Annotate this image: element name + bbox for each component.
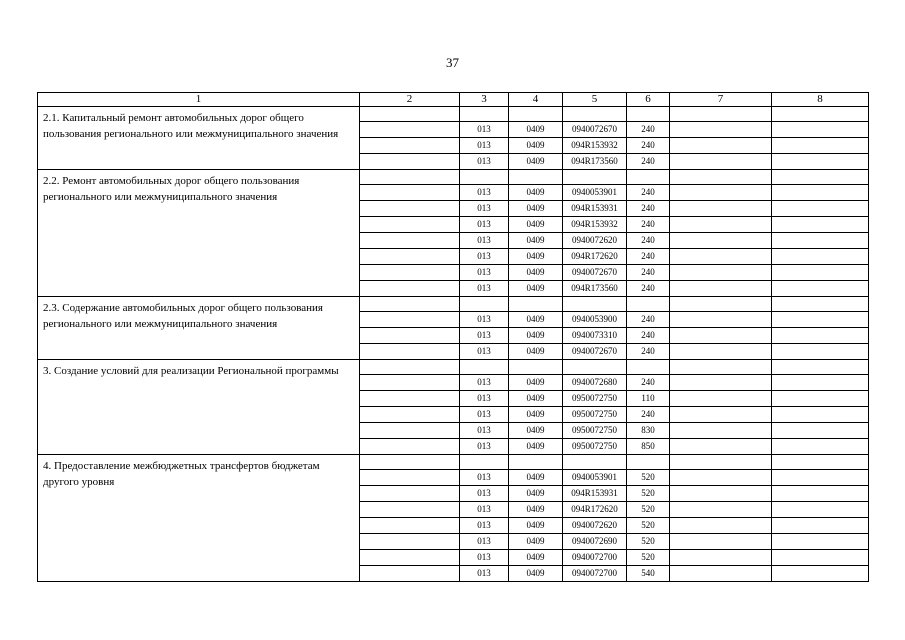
col2-cell xyxy=(360,550,460,566)
col2-cell xyxy=(360,423,460,439)
col8-cell xyxy=(772,518,869,534)
target-article-cell: 094R172620 xyxy=(563,502,627,518)
col7-cell xyxy=(670,566,772,582)
col7-cell xyxy=(670,138,772,154)
empty-cell xyxy=(509,297,563,312)
col7-cell xyxy=(670,185,772,201)
empty-cell xyxy=(772,455,869,470)
section-code-cell: 0409 xyxy=(509,391,563,407)
ministry-code-cell: 013 xyxy=(460,391,509,407)
empty-cell xyxy=(772,297,869,312)
header-row xyxy=(38,93,869,107)
empty-cell xyxy=(563,297,627,312)
target-article-cell: 0940053901 xyxy=(563,470,627,486)
header-cell: 2 xyxy=(360,93,460,107)
col2-cell xyxy=(360,185,460,201)
section-code-cell: 0409 xyxy=(509,281,563,297)
group-title: 2.3. Содержание автомобильных дорог общего пользования регионального или межмуниципального значения xyxy=(38,297,360,360)
ministry-code-cell: 013 xyxy=(460,281,509,297)
empty-cell xyxy=(460,297,509,312)
empty-cell xyxy=(772,360,869,375)
ministry-code-cell: 013 xyxy=(460,328,509,344)
expense-type-cell: 830 xyxy=(627,423,670,439)
expense-type-cell: 240 xyxy=(627,154,670,170)
expense-type-cell: 240 xyxy=(627,138,670,154)
empty-cell xyxy=(563,107,627,122)
col2-cell xyxy=(360,391,460,407)
empty-cell xyxy=(627,170,670,185)
empty-cell xyxy=(563,455,627,470)
col7-cell xyxy=(670,391,772,407)
col2-cell xyxy=(360,375,460,391)
ministry-code-cell: 013 xyxy=(460,344,509,360)
target-article-cell: 0950072750 xyxy=(563,423,627,439)
empty-cell xyxy=(627,360,670,375)
header-cell: 5 xyxy=(563,93,627,107)
group-title: 3. Создание условий для реализации Региональной программы xyxy=(38,360,360,455)
empty-cell xyxy=(460,170,509,185)
section-code-cell: 0409 xyxy=(509,328,563,344)
target-article-cell: 0940072620 xyxy=(563,518,627,534)
col7-cell xyxy=(670,486,772,502)
section-code-cell: 0409 xyxy=(509,265,563,281)
col7-cell xyxy=(670,217,772,233)
expense-type-cell: 240 xyxy=(627,201,670,217)
target-article-cell: 0950072750 xyxy=(563,391,627,407)
target-article-cell: 0950072750 xyxy=(563,407,627,423)
section-code-cell: 0409 xyxy=(509,122,563,138)
page-number: 37 xyxy=(446,55,459,70)
col7-cell xyxy=(670,265,772,281)
ministry-code-cell: 013 xyxy=(460,201,509,217)
section-code-cell: 0409 xyxy=(509,407,563,423)
group-header-row xyxy=(38,455,869,470)
expense-type-cell: 240 xyxy=(627,375,670,391)
col8-cell xyxy=(772,407,869,423)
col7-cell xyxy=(670,233,772,249)
target-article-cell: 094R172620 xyxy=(563,249,627,265)
ministry-code-cell: 013 xyxy=(460,550,509,566)
section-code-cell: 0409 xyxy=(509,518,563,534)
col7-cell xyxy=(670,423,772,439)
col7-cell xyxy=(670,122,772,138)
col8-cell xyxy=(772,550,869,566)
group-header-row xyxy=(38,297,869,312)
ministry-code-cell: 013 xyxy=(460,138,509,154)
expense-type-cell: 240 xyxy=(627,233,670,249)
col2-cell xyxy=(360,233,460,249)
expense-type-cell: 240 xyxy=(627,407,670,423)
section-code-cell: 0409 xyxy=(509,502,563,518)
ministry-code-cell: 013 xyxy=(460,122,509,138)
col2-cell xyxy=(360,486,460,502)
expense-type-cell: 240 xyxy=(627,249,670,265)
expense-type-cell: 520 xyxy=(627,486,670,502)
section-code-cell: 0409 xyxy=(509,534,563,550)
header-cell: 6 xyxy=(627,93,670,107)
col2-cell xyxy=(360,566,460,582)
table-body xyxy=(38,107,869,582)
section-code-cell: 0409 xyxy=(509,185,563,201)
section-code-cell: 0409 xyxy=(509,233,563,249)
expense-type-cell: 240 xyxy=(627,265,670,281)
col2-cell xyxy=(360,534,460,550)
col8-cell xyxy=(772,375,869,391)
target-article-cell: 0940072700 xyxy=(563,550,627,566)
section-code-cell: 0409 xyxy=(509,344,563,360)
empty-cell xyxy=(360,170,460,185)
group-header-row xyxy=(38,107,869,122)
section-code-cell: 0409 xyxy=(509,312,563,328)
section-code-cell: 0409 xyxy=(509,470,563,486)
col7-cell xyxy=(670,502,772,518)
expense-type-cell: 240 xyxy=(627,217,670,233)
col7-cell xyxy=(670,534,772,550)
target-article-cell: 0940072670 xyxy=(563,122,627,138)
col8-cell xyxy=(772,154,869,170)
col7-cell xyxy=(670,328,772,344)
expense-type-cell: 520 xyxy=(627,470,670,486)
expense-type-cell: 240 xyxy=(627,312,670,328)
header-cell: 1 xyxy=(38,93,360,107)
expense-type-cell: 240 xyxy=(627,122,670,138)
col8-cell xyxy=(772,122,869,138)
group-title: 4. Предоставление межбюджетных трансфертов бюджетам другого уровня xyxy=(38,455,360,582)
expense-type-cell: 240 xyxy=(627,281,670,297)
col8-cell xyxy=(772,249,869,265)
target-article-cell: 094R153931 xyxy=(563,201,627,217)
col2-cell xyxy=(360,217,460,233)
target-article-cell: 0940072700 xyxy=(563,566,627,582)
ministry-code-cell: 013 xyxy=(460,233,509,249)
col8-cell xyxy=(772,344,869,360)
col2-cell xyxy=(360,328,460,344)
section-code-cell: 0409 xyxy=(509,439,563,455)
expense-type-cell: 240 xyxy=(627,344,670,360)
target-article-cell: 094R153932 xyxy=(563,217,627,233)
ministry-code-cell: 013 xyxy=(460,423,509,439)
target-article-cell: 094R153931 xyxy=(563,486,627,502)
expense-type-cell: 110 xyxy=(627,391,670,407)
col7-cell xyxy=(670,312,772,328)
section-code-cell: 0409 xyxy=(509,154,563,170)
ministry-code-cell: 013 xyxy=(460,265,509,281)
section-code-cell: 0409 xyxy=(509,550,563,566)
col7-cell xyxy=(670,344,772,360)
col2-cell xyxy=(360,470,460,486)
ministry-code-cell: 013 xyxy=(460,518,509,534)
col8-cell xyxy=(772,217,869,233)
empty-cell xyxy=(627,455,670,470)
empty-cell xyxy=(670,170,772,185)
col8-cell xyxy=(772,138,869,154)
empty-cell xyxy=(627,297,670,312)
ministry-code-cell: 013 xyxy=(460,566,509,582)
target-article-cell: 0940053901 xyxy=(563,185,627,201)
empty-cell xyxy=(563,360,627,375)
col7-cell xyxy=(670,439,772,455)
expense-type-cell: 850 xyxy=(627,439,670,455)
col8-cell xyxy=(772,281,869,297)
expense-type-cell: 520 xyxy=(627,534,670,550)
target-article-cell: 0940072670 xyxy=(563,265,627,281)
empty-cell xyxy=(627,107,670,122)
col8-cell xyxy=(772,328,869,344)
col8-cell xyxy=(772,391,869,407)
target-article-cell: 094R173560 xyxy=(563,281,627,297)
col8-cell xyxy=(772,312,869,328)
empty-cell xyxy=(670,107,772,122)
col7-cell xyxy=(670,201,772,217)
ministry-code-cell: 013 xyxy=(460,502,509,518)
empty-cell xyxy=(509,455,563,470)
expense-type-cell: 520 xyxy=(627,502,670,518)
col8-cell xyxy=(772,470,869,486)
col7-cell xyxy=(670,470,772,486)
col8-cell xyxy=(772,534,869,550)
col7-cell xyxy=(670,518,772,534)
col7-cell xyxy=(670,550,772,566)
target-article-cell: 0940053900 xyxy=(563,312,627,328)
col7-cell xyxy=(670,154,772,170)
col8-cell xyxy=(772,423,869,439)
empty-cell xyxy=(360,360,460,375)
empty-cell xyxy=(509,107,563,122)
target-article-cell: 0940072620 xyxy=(563,233,627,249)
empty-cell xyxy=(509,170,563,185)
empty-cell xyxy=(509,360,563,375)
group-header-row xyxy=(38,170,869,185)
empty-cell xyxy=(670,360,772,375)
expense-type-cell: 240 xyxy=(627,185,670,201)
col7-cell xyxy=(670,249,772,265)
empty-cell xyxy=(460,455,509,470)
ministry-code-cell: 013 xyxy=(460,439,509,455)
expense-type-cell: 540 xyxy=(627,566,670,582)
target-article-cell: 0940072670 xyxy=(563,344,627,360)
ministry-code-cell: 013 xyxy=(460,154,509,170)
ministry-code-cell: 013 xyxy=(460,486,509,502)
empty-cell xyxy=(360,455,460,470)
header-cell: 7 xyxy=(670,93,772,107)
empty-cell xyxy=(460,107,509,122)
budget-table xyxy=(37,92,869,582)
section-code-cell: 0409 xyxy=(509,423,563,439)
target-article-cell: 0940073310 xyxy=(563,328,627,344)
ministry-code-cell: 013 xyxy=(460,249,509,265)
empty-cell xyxy=(360,107,460,122)
empty-cell xyxy=(460,360,509,375)
section-code-cell: 0409 xyxy=(509,217,563,233)
ministry-code-cell: 013 xyxy=(460,375,509,391)
col2-cell xyxy=(360,201,460,217)
col8-cell xyxy=(772,486,869,502)
col8-cell xyxy=(772,233,869,249)
col2-cell xyxy=(360,439,460,455)
section-code-cell: 0409 xyxy=(509,375,563,391)
header-cell: 8 xyxy=(772,93,869,107)
empty-cell xyxy=(772,107,869,122)
expense-type-cell: 520 xyxy=(627,518,670,534)
col8-cell xyxy=(772,566,869,582)
target-article-cell: 0940072680 xyxy=(563,375,627,391)
col7-cell xyxy=(670,281,772,297)
col8-cell xyxy=(772,502,869,518)
expense-type-cell: 240 xyxy=(627,328,670,344)
ministry-code-cell: 013 xyxy=(460,217,509,233)
col2-cell xyxy=(360,138,460,154)
section-code-cell: 0409 xyxy=(509,486,563,502)
col2-cell xyxy=(360,502,460,518)
col2-cell xyxy=(360,281,460,297)
ministry-code-cell: 013 xyxy=(460,470,509,486)
section-code-cell: 0409 xyxy=(509,201,563,217)
ministry-code-cell: 013 xyxy=(460,407,509,423)
expense-type-cell: 520 xyxy=(627,550,670,566)
col8-cell xyxy=(772,201,869,217)
ministry-code-cell: 013 xyxy=(460,185,509,201)
col8-cell xyxy=(772,185,869,201)
header-cell: 3 xyxy=(460,93,509,107)
empty-cell xyxy=(670,455,772,470)
group-title: 2.1. Капитальный ремонт автомобильных дорог общего пользования регионального или межмуниципального значения xyxy=(38,107,360,170)
empty-cell xyxy=(772,170,869,185)
ministry-code-cell: 013 xyxy=(460,534,509,550)
section-code-cell: 0409 xyxy=(509,138,563,154)
col7-cell xyxy=(670,407,772,423)
col2-cell xyxy=(360,249,460,265)
target-article-cell: 094R153932 xyxy=(563,138,627,154)
empty-cell xyxy=(563,170,627,185)
col8-cell xyxy=(772,265,869,281)
ministry-code-cell: 013 xyxy=(460,312,509,328)
target-article-cell: 094R173560 xyxy=(563,154,627,170)
col2-cell xyxy=(360,265,460,281)
col7-cell xyxy=(670,375,772,391)
col2-cell xyxy=(360,407,460,423)
col2-cell xyxy=(360,154,460,170)
target-article-cell: 0940072690 xyxy=(563,534,627,550)
section-code-cell: 0409 xyxy=(509,249,563,265)
col8-cell xyxy=(772,439,869,455)
col2-cell xyxy=(360,312,460,328)
col2-cell xyxy=(360,344,460,360)
group-header-row xyxy=(38,360,869,375)
section-code-cell: 0409 xyxy=(509,566,563,582)
col2-cell xyxy=(360,518,460,534)
empty-cell xyxy=(670,297,772,312)
col2-cell xyxy=(360,122,460,138)
empty-cell xyxy=(360,297,460,312)
target-article-cell: 0950072750 xyxy=(563,439,627,455)
header-cell: 4 xyxy=(509,93,563,107)
group-title: 2.2. Ремонт автомобильных дорог общего пользования регионального или межмуниципального значения xyxy=(38,170,360,297)
